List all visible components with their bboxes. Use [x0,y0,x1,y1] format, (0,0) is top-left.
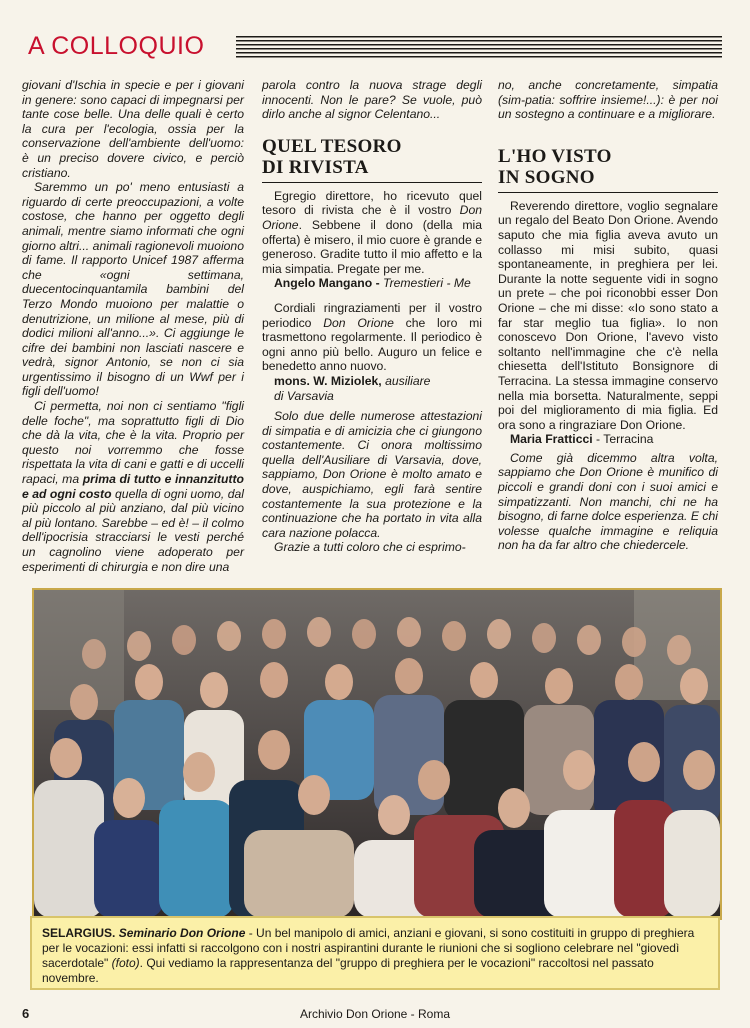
letter-1-start: Egregio direttore, ho ricevuto quel tesoro di rivista che è il vostro [262,188,482,218]
group-photo [32,588,722,920]
col1-p3-end: quella di ogni uomo, dal più piccolo al più anziano, dal più vicino al più lontano. Sarebbe – ed è! – il colmo dell'ipocrisia stracciarsi le vesti perché un cagnolino viene adoperato per esperimenti di chirurgia e non dire una [22,486,245,574]
signature-3-place: - Terracina [596,432,654,447]
letter-1-end: . Sebbene il dono (della mia offerta) è misero, il mio cuore è grande e generoso. Gradite tutto il mio affetto e la mia simpatia. Pregate per me. [262,217,482,276]
headline-line-2: DI RIVISTA [262,156,369,178]
letter-3: Reverendo direttore, voglio segnalare un regalo del Beato Don Orione. Avendo saputo che mia figlia aveva avuto un collasso mi misi subito, quasi spontaneamente, in preghiera per lei. Durante la notte seguente vidi in sogno un prete – che poi riconobbi esser Don Orione – che mi disse: «Io sono stato a far star meglio tua figlia». Io non conoscevo Don Orione, l'avevo visto soltanto nell'immagine che c'è nella chiesetta dell'Istituto Bonsignore di Terracina. La stessa immagine conservo nella mia borsetta. Naturalmente, seppi poi del miglioramento di mia figlia. Ed ora sono a ringraziare Don Orione. [498,198,718,432]
section-title: A COLLOQUIO [28,32,205,60]
headline-line-2: IN SOGNO [498,166,595,188]
caption-place: SELARGIUS. [42,926,116,940]
signature-2 [262,374,482,389]
letter-2-magazine: Don Orione [323,315,394,330]
signature-2-place: di Varsavia [274,388,334,403]
signature-1-name: Angelo Mangano [274,276,373,291]
col1-paragraph-1: giovani d'Ischia in specie e per i giovani in genere: sono capaci di impegnarsi per tante cose belle. Una delle quali è certo la cura per l'ecologia, ossia per la conservazione dell'ambiente dell'uomo: è un preciso dovere civico, e perciò cristiano. [22,78,244,180]
letter-2 [262,301,482,374]
editor-reply-1-end: Grazie a tutti coloro che ci esprimo- [274,540,466,555]
column-3 [498,78,718,553]
col2-paragraph-1: parola contro la nuova strage degli innocenti. Non le pare? Se vuole, può dirlo anche al signor Celentano... [262,78,482,122]
editor-reply-2: Come già dicemmo altra volta, sappiamo che Don Orione è munifico di piccoli e grandi doni con i suoi amici e simpatizzanti. Non manchi, chi ne ha bisogno, di farne dolce esperienza. E chi volesse qualche immagine e reliquia non ha da far altro che chiedercele. [498,450,718,553]
signature-3 [498,432,718,447]
archive-credit: Archivio Don Orione - Roma [299,1007,451,1021]
signature-1: Angelo Mangano - Tremestieri - Me [274,276,471,291]
caption-text-start: - Un bel manipolo di amici, anziani e giovani, si sono costituiti in gruppo di preghiera per le vocazioni: essi infatti si raccolgono con i nostri aspirantini durante le riunioni che si sogliono celebrare nel "giovedì sacerdotale" [42,926,695,970]
group-photo-illustration [34,590,720,918]
headline-visto-in-sogno [498,146,718,193]
headline-line-1: QUEL TESORO [262,135,402,157]
signature-2-line-2 [262,389,482,404]
caption-text-end: . Qui vediamo la rappresentanza del "gruppo di preghiera per le vocazioni" raccoltosi nel passato novembre. [42,956,654,985]
col3-paragraph-1: no, anche concretamente, simpatia (sim-patia: soffrire insieme!...): è per noi un sostegno a continuare e a migliorare. [498,78,718,122]
headline-quel-tesoro [262,136,482,183]
column-2 [262,78,482,555]
letter-1-magazine: Don Orione [262,203,482,232]
photo-caption [30,916,720,990]
page-number: 6 [22,1006,30,1021]
editor-reply-1: Solo due delle numerose attestazioni di simpatia e di amicizia che ci giungono costantemente. Ci onora moltissimo quella dell'Ausiliare di Varsavia, dove, sappiamo, Don Orione è molto amato e dove, auspichiamo, egli farà sentire costantemente la sua protezione e la continuazione che ha portato in vita alla cara nazione polacca. [262,409,482,540]
caption-foto: (foto) [111,956,140,970]
col1-paragraph-3 [22,399,244,574]
letter-2-start: Cordiali ringraziamenti per il vostro periodico [262,300,482,330]
col1-p3-emphasis: prima di tutto e innanzitutto e ad ogni costo [22,472,244,501]
letter-2-end: che loro mi trasmettono regolarmente. Il periodico è ogni anno più bello. Auguro un felice e benedetto anno nuovo. [262,315,482,374]
column-1 [22,78,244,574]
col1-p3-start: Ci permetta, noi non ci sentiamo "figli delle foche", ma soprattutto figli di Dio che dà la vita, che è la vita. Proprio per questo noi vorremmo che fosse rispettata la vita di cani e gatti e di uccelli rapaci, ma [22,399,244,487]
caption-seminary: Seminario Don Orione [118,926,246,940]
signature-1-place: Tremestieri - Me [383,276,471,291]
headline-line-1: L'HO VISTO [498,145,612,167]
signature-2-role: ausiliare [385,373,431,388]
signature-3-name: Maria Fratticci [510,432,593,447]
col1-paragraph-2: Saremmo un po' meno entusiasti a riguardo di certe preoccupazioni, a volte costose, che hanno per oggetto degli animali, mentre siamo informati che ogni giorno altri... animali ragionevoli muoiono di fame. Il rapporto Unicef 1987 afferma che «ogni settimana, duecentocinquantamila bambini del Terzo Mondo muoiono per malattie o denutrizione, un milione al mese, più di dodici milioni all'anno...». Ci aggiunge le cifre dei bambini non lasciati nascere e vedrà, signor Antonio, se non ci sia urgentissimo il bisogno di un Wwf per i figli dell'uomo! [22,180,244,399]
section-header [22,30,722,64]
signature-2-name: mons. W. Miziolek, [274,373,382,388]
letter-1 [262,189,482,277]
header-rule-lines [236,36,722,58]
